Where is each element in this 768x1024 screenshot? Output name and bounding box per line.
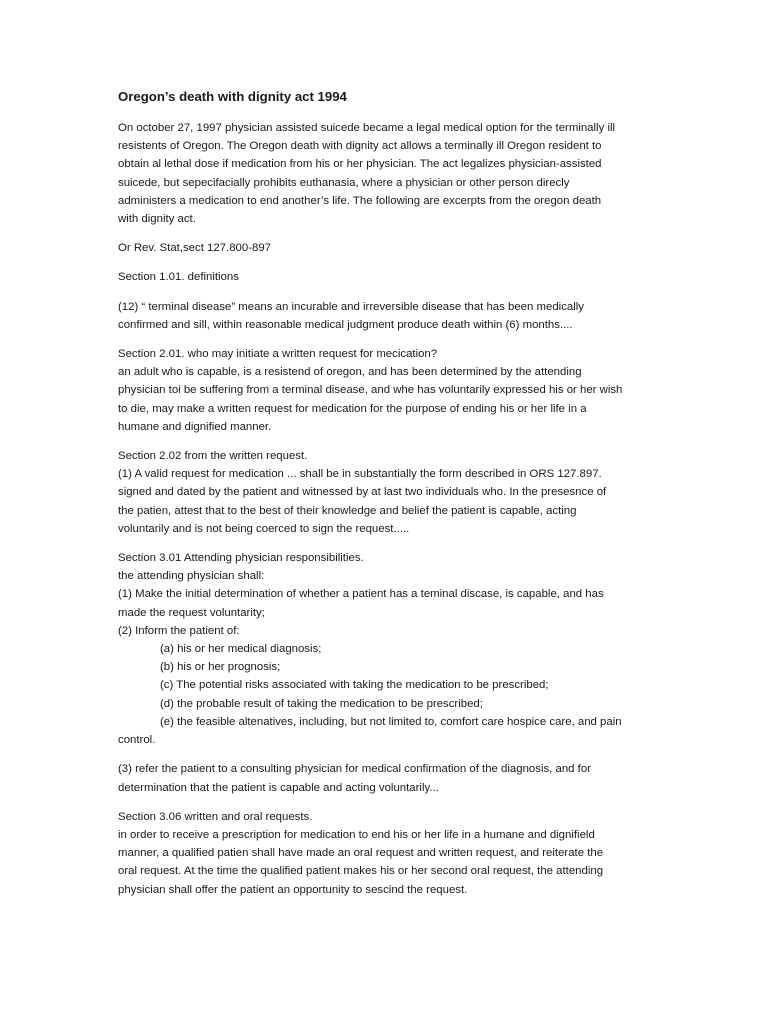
section-2-02 — [118, 447, 648, 538]
text-line: voluntarily and is not being coerced to sign the request..... — [118, 522, 410, 535]
text-line: suicede, but sepecifacially prohibits euthanasia, where a physician or other person direcly — [118, 176, 570, 189]
text-line: (12) “ terminal disease” means an incurable and irreversible disease that has been medically — [118, 300, 584, 313]
text-line: Section 2.01. who may initiate a written request for mecication? — [118, 348, 438, 361]
text-line: humane and dignified manner. — [118, 420, 272, 433]
document-page — [118, 88, 648, 910]
section-2-01 — [118, 345, 648, 436]
section-1-01-heading — [118, 268, 648, 286]
list-item: (d) the probable result of taking the medication to be prescribed; — [160, 697, 483, 710]
text-line: Section 1.01. definitions — [118, 271, 239, 284]
text-line: physician shall offer the patient an opportunity to sescind the request. — [118, 883, 468, 896]
text-line: Or Rev. Stat,sect 127.800-897 — [118, 242, 272, 255]
text-line: in order to receive a prescription for medication to end his or her life in a humane and dignifield — [118, 828, 595, 841]
text-line: On october 27, 1997 physician assisted suicede became a legal medical option for the terminally ill — [118, 122, 616, 134]
text-line: manner, a qualified patien shall have made an oral request and written request, and reiterate the — [118, 847, 604, 860]
text-line: made the request voluntarity; — [118, 606, 265, 619]
text-line: the attending physician shall: — [118, 570, 265, 583]
consulting-physician-clause — [118, 760, 648, 796]
text-line: confirmed and sill, within reasonable medical judgment produce death within (6) months.... — [118, 318, 573, 331]
document-title: Oregon’s death with dignity act 1994 — [118, 89, 347, 104]
text-line: Section 3.01 Attending physician responsibilities. — [118, 552, 364, 565]
statute-citation — [118, 239, 648, 257]
text-line: (1) Make the initial determination of whether a patient has a teminal discase, is capable, and has — [118, 588, 604, 601]
list-item: (c) The potential risks associated with taking the medication to be prescribed; — [160, 679, 549, 692]
text-line: (2) Inform the patient of: — [118, 624, 240, 637]
text-line: the patien, attest that to the best of their knowledge and belief the patient is capable, acting — [118, 504, 577, 517]
text-line: control. — [118, 734, 156, 747]
text-line: (3) refer the patient to a consulting physician for medical confirmation of the diagnosis, and for — [118, 763, 591, 776]
text-line: Section 3.06 written and oral requests. — [118, 810, 313, 823]
text-line: (1) A valid request for medication ... shall be in substantially the form described in ORS 127.897. — [118, 468, 602, 481]
text-line: signed and dated by the patient and witnessed by at last two individuals who. In the presesnce of — [118, 486, 607, 499]
text-line: Section 2.02 from the written request. — [118, 450, 308, 463]
text-line: resistents of Oregon. The Oregon death with dignity act allows a terminally ill Oregon resident to — [118, 140, 602, 153]
text-line: with dignity act. — [118, 213, 196, 226]
section-3-06 — [118, 808, 648, 899]
list-item: (a) his or her medical diagnosis; — [160, 643, 322, 656]
text-line: physician toi be suffering from a terminal disease, and whe has voluntarily expressed his or her wish — [118, 384, 623, 397]
text-line: to die, may make a written request for medication for the purpose of ending his or her life in a — [118, 402, 587, 415]
text-line: administers a medication to end another’s life. The following are excerpts from the oregon death — [118, 194, 602, 207]
text-line: determination that the patient is capable and acting voluntarily... — [118, 781, 439, 794]
section-3-01 — [118, 549, 648, 749]
terminal-disease-definition — [118, 298, 648, 334]
list-item: (e) the feasible altenatives, including, but not limited to, comfort care hospice care, and pain — [160, 715, 622, 728]
list-item: (b) his or her prognosis; — [160, 661, 281, 674]
text-line: obtain al lethal dose if medication from his or her physician. The act legalizes physician-assisted — [118, 158, 602, 171]
intro-paragraph — [118, 119, 648, 228]
text-line: an adult who is capable, is a resistend of oregon, and has been determined by the attending — [118, 366, 582, 379]
text-line: oral request. At the time the qualified patient makes his or her second oral request, the attending — [118, 865, 604, 878]
